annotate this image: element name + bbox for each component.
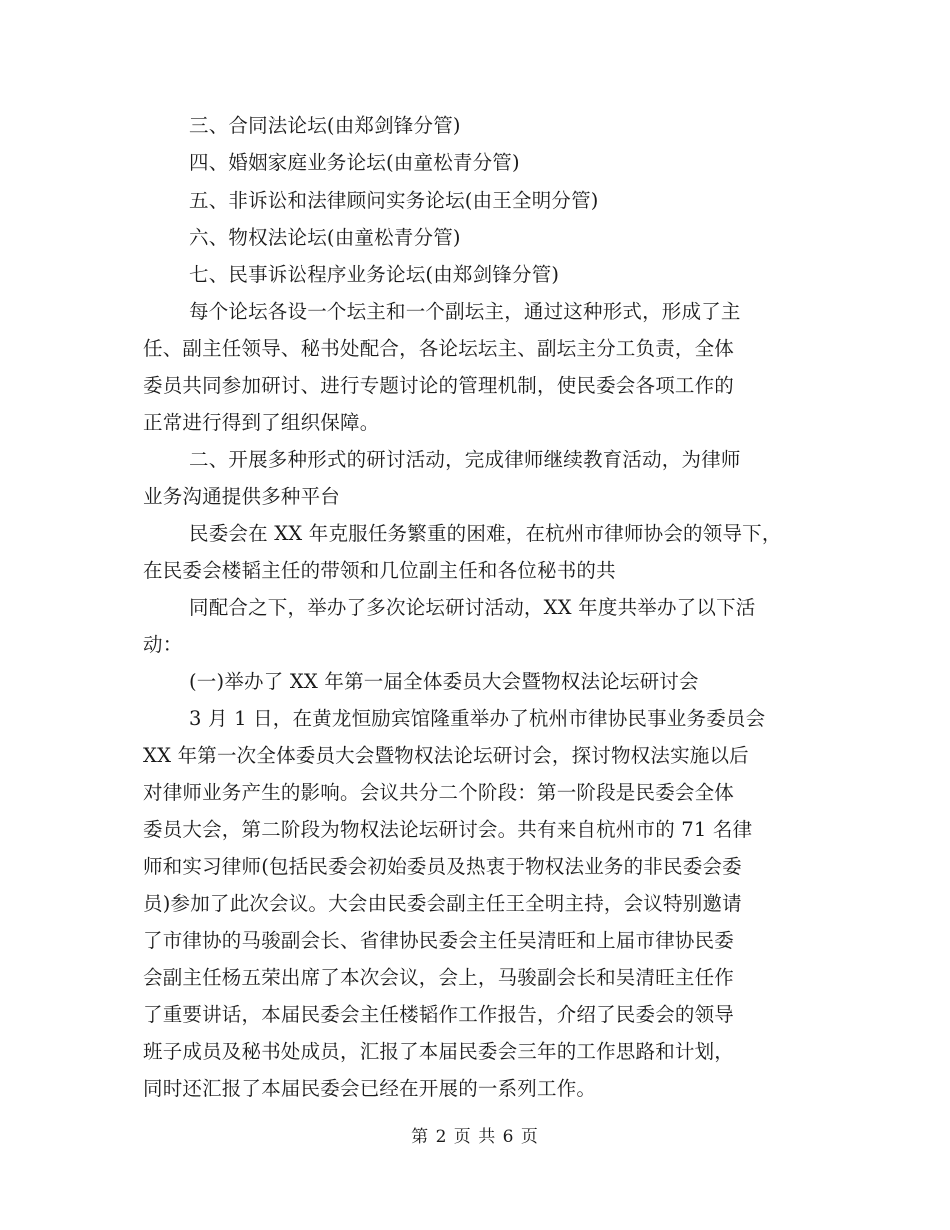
text-line: 三、合同法论坛(由郑剑锋分管) [189, 114, 461, 137]
text-line: (一)举办了 XX 年第一届全体委员大会暨物权法论坛研讨会 [189, 670, 699, 693]
text-line: 任、副主任领导、秘书处配合，各论坛坛主、副坛主分工负责，全体 [143, 337, 735, 360]
text-line: XX 年第一次全体委员大会暨物权法论坛研讨会，探讨物权法实施以后 [143, 744, 749, 767]
text-line: 正常进行得到了组织保障。 [143, 411, 380, 434]
text-line: 民委会在 XX 年克服任务繁重的困难，在杭州市律师协会的领导下， [189, 522, 782, 545]
text-line: 员)参加了此次会议。大会由民委会副主任王全明主持，会议特别邀请 [143, 892, 742, 915]
text-line: 动： [143, 633, 183, 656]
text-line: 班子成员及秘书处成员，汇报了本届民委会三年的工作思路和计划， [143, 1040, 735, 1063]
text-line: 每个论坛各设一个坛主和一个副坛主，通过这种形式，形成了主 [189, 300, 741, 323]
text-line: 会副主任杨五荣出席了本次会议，会上，马骏副会长和吴清旺主任作 [143, 966, 735, 989]
text-line: 对律师业务产生的影响。会议共分二个阶段：第一阶段是民委会全体 [143, 781, 735, 804]
text-line: 了市律协的马骏副会长、省律协民委会主任吴清旺和上届市律协民委 [143, 929, 735, 952]
text-line: 同配合之下，举办了多次论坛研讨活动，XX 年度共举办了以下活 [189, 596, 756, 619]
text-line: 六、物权法论坛(由童松青分管) [189, 226, 461, 249]
text-line: 3 月 1 日，在黄龙恒励宾馆隆重举办了杭州市律协民事业务委员会 [189, 707, 766, 730]
text-line: 委员大会，第二阶段为物权法论坛研讨会。共有来自杭州市的 71 名律 [143, 818, 753, 841]
text-line: 七、民事诉讼程序业务论坛(由郑剑锋分管) [189, 263, 560, 286]
text-line: 二、开展多种形式的研讨活动，完成律师继续教育活动，为律师 [189, 448, 741, 471]
text-line: 业务沟通提供多种平台 [143, 485, 341, 508]
text-line: 四、婚姻家庭业务论坛(由童松青分管) [189, 151, 520, 174]
text-line: 了重要讲话，本届民委会主任楼韬作工作报告，介绍了民委会的领导 [143, 1003, 735, 1026]
text-line: 同时还汇报了本届民委会已经在开展的一系列工作。 [143, 1077, 597, 1100]
text-line: 师和实习律师(包括民委会初始委员及热衷于物权法业务的非民委会委 [143, 855, 742, 878]
text-line: 五、非诉讼和法律顾问实务论坛(由王全明分管) [189, 189, 599, 212]
text-line: 委员共同参加研讨、进行专题讨论的管理机制，使民委会各项工作的 [143, 374, 735, 397]
text-line: 在民委会楼韬主任的带领和几位副主任和各位秘书的共 [143, 559, 616, 582]
page-number-footer: 第 2 页 共 6 页 [411, 1127, 539, 1147]
